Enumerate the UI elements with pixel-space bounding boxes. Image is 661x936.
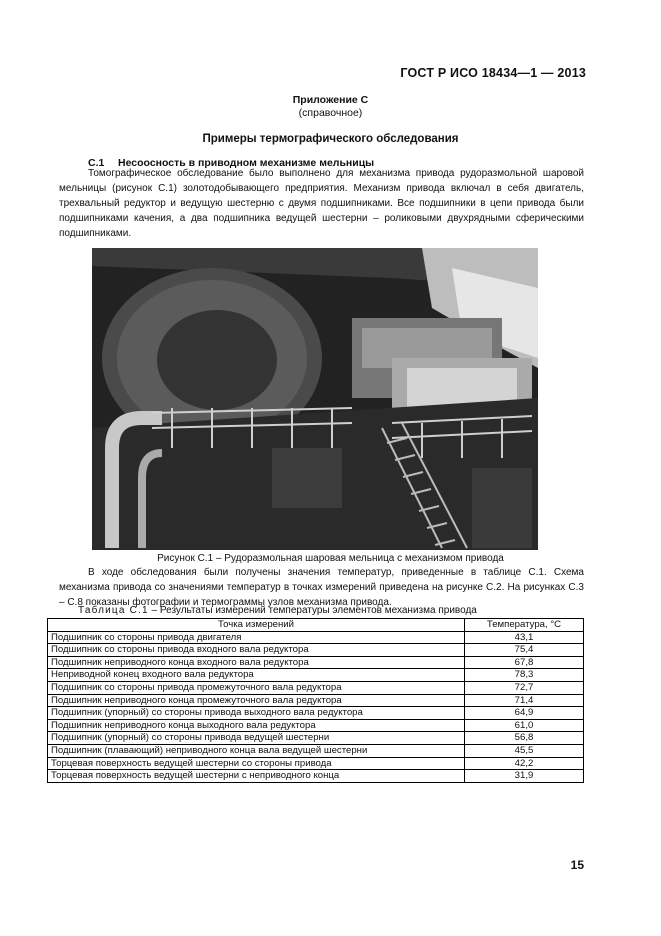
table-row	[48, 732, 584, 745]
cell-temperature: 31,9	[465, 770, 584, 783]
cell-temperature: 43,1	[465, 631, 584, 644]
cell-temperature: 56,8	[465, 732, 584, 745]
table-row	[48, 694, 584, 707]
table-row	[48, 707, 584, 720]
cell-temperature: 64,9	[465, 707, 584, 720]
table-row	[48, 719, 584, 732]
cell-temperature: 61,0	[465, 719, 584, 732]
table-row	[48, 644, 584, 657]
paragraph-results: В ходе обследования были получены значения температур, приведенные в таблице С.1. Схема механизма привода со значениями температур в точках измерений приведена на рисунке С.2. На рисунках С.3 – С.8 показаны фотографии и термограммы узлов механизма привода.	[59, 567, 584, 608]
cell-point: Подшипник неприводного конца выходного вала редуктора	[48, 719, 465, 732]
appendix-subtitle: (справочное)	[298, 107, 363, 119]
cell-temperature: 45,5	[465, 744, 584, 757]
cell-temperature: 71,4	[465, 694, 584, 707]
cell-temperature: 42,2	[465, 757, 584, 770]
header-temperature: Температура, °С	[465, 619, 584, 632]
cell-point: Подшипник (упорный) со стороны привода выходного вала редуктора	[48, 707, 465, 720]
cell-temperature: 72,7	[465, 681, 584, 694]
appendix-title: Приложение С	[292, 94, 369, 106]
cell-temperature: 78,3	[465, 669, 584, 682]
page-number: 15	[570, 858, 584, 872]
cell-temperature: 75,4	[465, 644, 584, 657]
section-title: Несоосность в приводном механизме мельницы	[118, 157, 375, 169]
cell-temperature: 67,8	[465, 656, 584, 669]
table-header-row	[48, 619, 584, 632]
document-standard-number: ГОСТ Р ИСО 18434—1 — 2013	[400, 66, 586, 80]
main-title: Примеры термографического обследования	[202, 133, 459, 145]
cell-point: Подшипник неприводного конца входного вала редуктора	[48, 656, 465, 669]
paragraph-intro: Томографическое обследование было выполнено для механизма привода рудоразмольной шаровой мельницы (рисунок С.1) золотодобывающего предприятия. Механизм привода включал в себя двигатель, трехвальный редуктор и ведущую шестерню с двумя подшипниками. Все подшипники в цепи привода были подшипниками качения, а два подшипника ведущей шестерни – роликовыми двухрядными сферическими подшипниками.	[59, 168, 584, 239]
table-caption-label: Таблица С.1	[78, 605, 149, 616]
cell-point: Торцевая поверхность ведущей шестерни с неприводного конца	[48, 770, 465, 783]
figure-caption: Рисунок С.1 – Рудоразмольная шаровая мельница с механизмом привода	[157, 553, 504, 564]
cell-point: Подшипник со стороны привода промежуточного вала редуктора	[48, 681, 465, 694]
cell-point: Подшипник (упорный) со стороны привода ведущей шестерни	[48, 732, 465, 745]
table-row	[48, 770, 584, 783]
cell-point: Торцевая поверхность ведущей шестерни со стороны привода	[48, 757, 465, 770]
table-row	[48, 757, 584, 770]
table-caption	[78, 605, 477, 616]
table-row	[48, 631, 584, 644]
cell-point: Неприводной конец входного вала редуктора	[48, 669, 465, 682]
table-row	[48, 656, 584, 669]
cell-point: Подшипник со стороны привода двигателя	[48, 631, 465, 644]
table-row	[48, 669, 584, 682]
table-row	[48, 744, 584, 757]
section-number: С.1	[88, 157, 105, 169]
mill-photo-image	[92, 248, 538, 550]
mill-photo	[92, 248, 538, 550]
cell-point: Подшипник неприводного конца промежуточного вала редуктора	[48, 694, 465, 707]
header-measurement-point: Точка измерений	[48, 619, 465, 632]
table-row	[48, 681, 584, 694]
results-table	[47, 618, 584, 783]
cell-point: Подшипник (плавающий) неприводного конца вала ведущей шестерни	[48, 744, 465, 757]
cell-point: Подшипник со стороны привода входного вала редуктора	[48, 644, 465, 657]
table-caption-text: – Результаты измерений температуры элементов механизма привода	[148, 605, 477, 616]
